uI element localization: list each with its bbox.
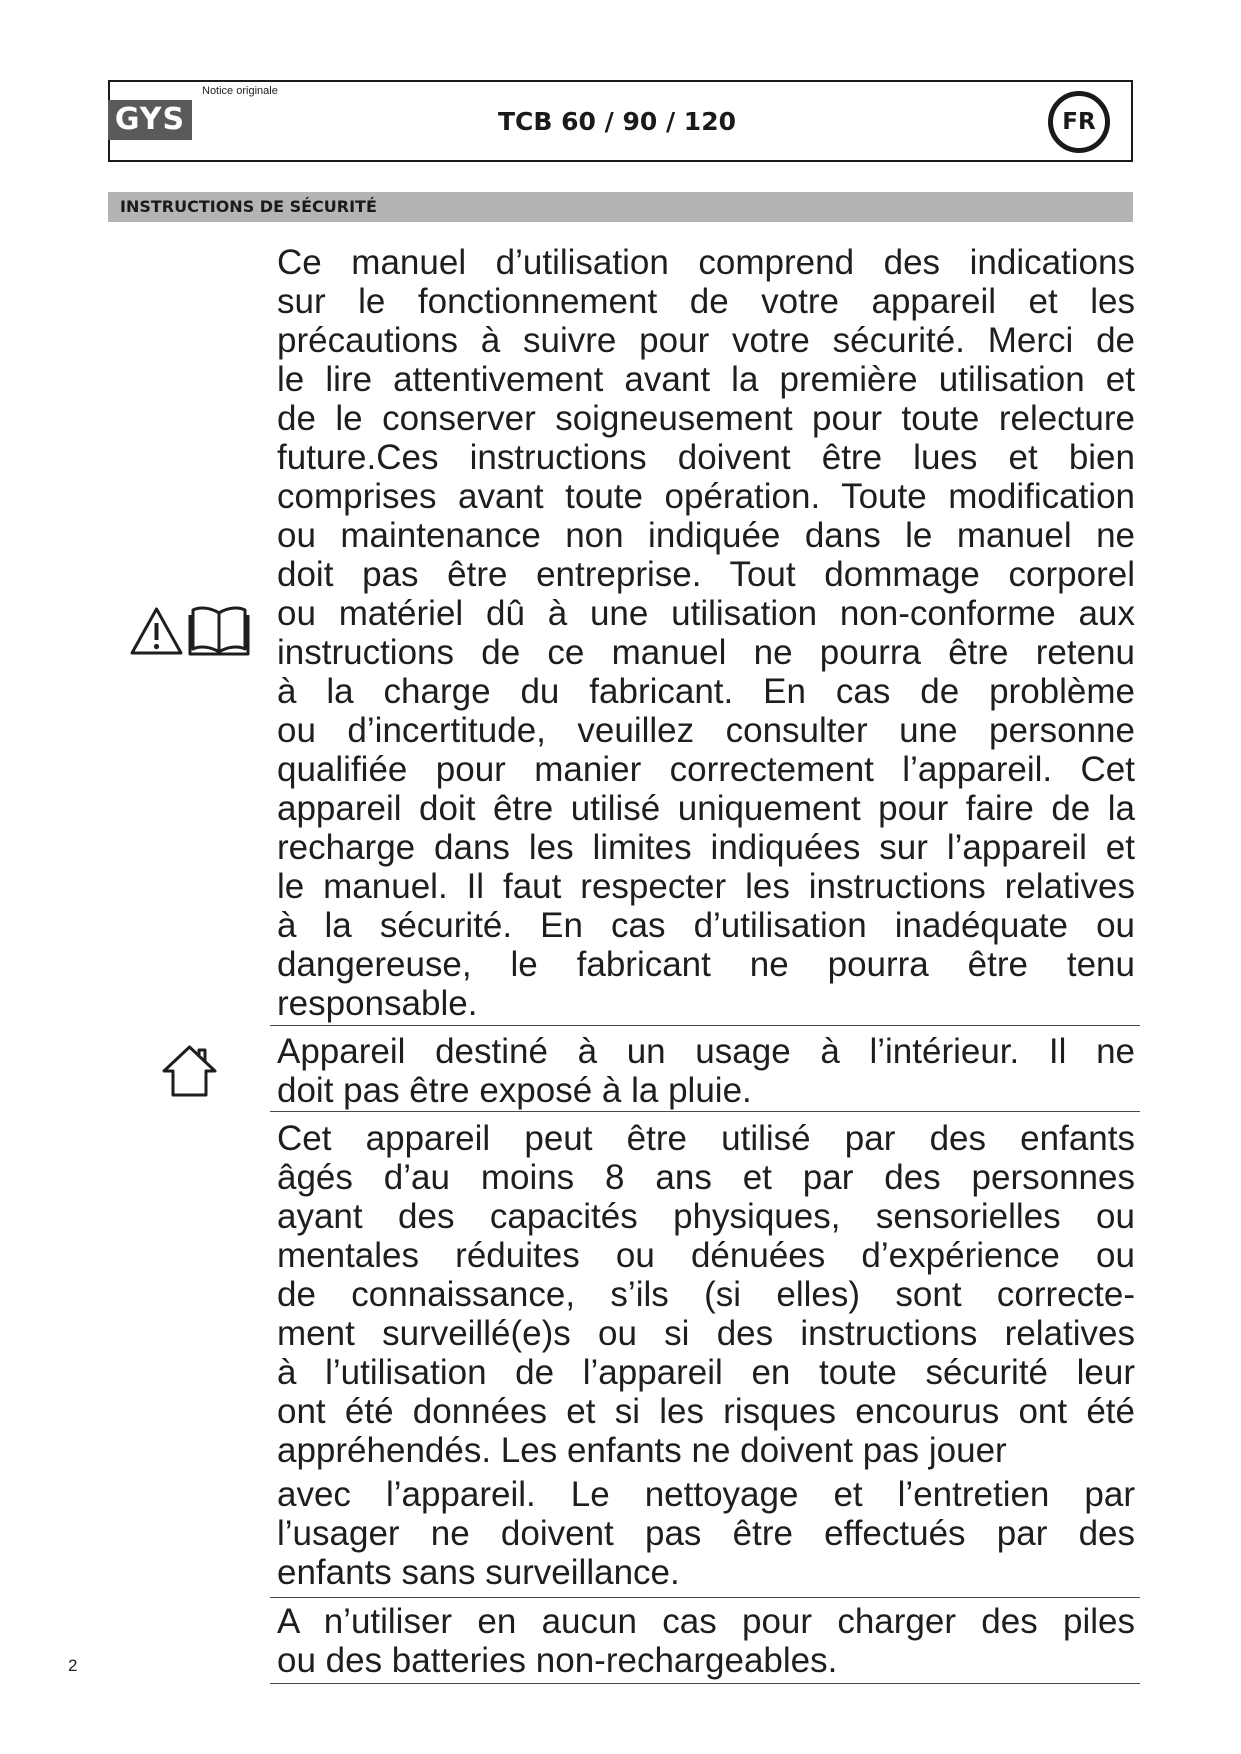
safety-paragraph-manual (277, 243, 1135, 1023)
section-title: INSTRUCTIONS DE SÉCURITÉ (120, 197, 377, 216)
text-line: qualifiée pour manier correctement l’appareil. Cet (277, 750, 1135, 789)
text-line: à l’utilisation de l’appareil en toute sécurité leur (277, 1353, 1135, 1392)
text-line: ment surveillé(e)s ou si des instructions relatives (277, 1314, 1135, 1353)
text-line: âgés d’au moins 8 ans et par des personnes (277, 1158, 1135, 1197)
safety-paragraph-children (277, 1119, 1135, 1592)
text-line: doit pas être entreprise. Tout dommage corporel (277, 555, 1135, 594)
text-line: Ce manuel d’utilisation comprend des indications (277, 243, 1135, 282)
text-line: le manuel. Il faut respecter les instructions relatives (277, 867, 1135, 906)
text-line: appréhendés. Les enfants ne doivent pas jouer (277, 1431, 1007, 1470)
text-line: mentales réduites ou dénuées d’expérience ou (277, 1236, 1135, 1275)
text-line: de connaissance, s’ils (si elles) sont correcte- (277, 1275, 1135, 1314)
text-line: sur le fonctionnement de votre appareil et les (277, 282, 1135, 321)
warning-triangle-icon (129, 606, 184, 656)
text-line: de le conserver soigneusement pour toute relecture (277, 399, 1135, 438)
text-line: recharge dans les limites indiquées sur l’appareil et (277, 828, 1135, 867)
text-line: enfants sans surveillance. (277, 1553, 680, 1592)
text-line: ayant des capacités physiques, sensorielles ou (277, 1197, 1135, 1236)
text-line: Appareil destiné à un usage à l’intérieur. Il ne (277, 1032, 1135, 1071)
text-line: Cet appareil peut être utilisé par des enfants (277, 1119, 1135, 1158)
safety-paragraph-indoor (277, 1032, 1135, 1110)
text-line: ont été données et si les risques encourus ont été (277, 1392, 1135, 1431)
text-line: ou matériel dû à une utilisation non-conforme aux (277, 594, 1135, 633)
text-line: comprises avant toute opération. Toute modification (277, 477, 1135, 516)
indoor-use-house-icon (160, 1043, 219, 1099)
model-title: TCB 60 / 90 / 120 (497, 107, 736, 136)
text-line: ou maintenance non indiquée dans le manuel ne (277, 516, 1135, 555)
text-line: précautions à suivre pour votre sécurité. Merci de (277, 321, 1135, 360)
safety-paragraph-batteries (277, 1602, 1135, 1680)
section-bar (108, 192, 1133, 222)
text-line: à la sécurité. En cas d’utilisation inadéquate ou (277, 906, 1135, 945)
notice-label: Notice originale (202, 85, 278, 97)
text-line: dangereuse, le fabricant ne pourra être tenu (277, 945, 1135, 984)
divider (270, 1111, 1140, 1112)
page-number: 2 (68, 1656, 78, 1675)
text-line: responsable. (277, 984, 478, 1023)
read-manual-icon (188, 603, 250, 657)
text-line: ou d’incertitude, veuillez consulter une personne (277, 711, 1135, 750)
text-line: A n’utiliser en aucun cas pour charger des piles (277, 1602, 1135, 1641)
text-line: doit pas être exposé à la pluie. (277, 1071, 752, 1110)
text-line: l’usager ne doivent pas être effectués par des (277, 1514, 1135, 1553)
text-line: instructions de ce manuel ne pourra être retenu (277, 633, 1135, 672)
gys-logo: GYS (108, 100, 192, 140)
text-line: à la charge du fabricant. En cas de problème (277, 672, 1135, 711)
text-line: ou des batteries non-rechargeables. (277, 1641, 838, 1680)
language-badge: FR (1048, 91, 1110, 153)
text-line: avec l’appareil. Le nettoyage et l’entretien par (277, 1475, 1135, 1514)
divider (270, 1025, 1140, 1026)
divider (270, 1683, 1140, 1684)
text-line: future.Ces instructions doivent être lues et bien (277, 438, 1135, 477)
text-line: appareil doit être utilisé uniquement pour faire de la (277, 789, 1135, 828)
text-line: le lire attentivement avant la première utilisation et (277, 360, 1135, 399)
divider (270, 1597, 1140, 1598)
